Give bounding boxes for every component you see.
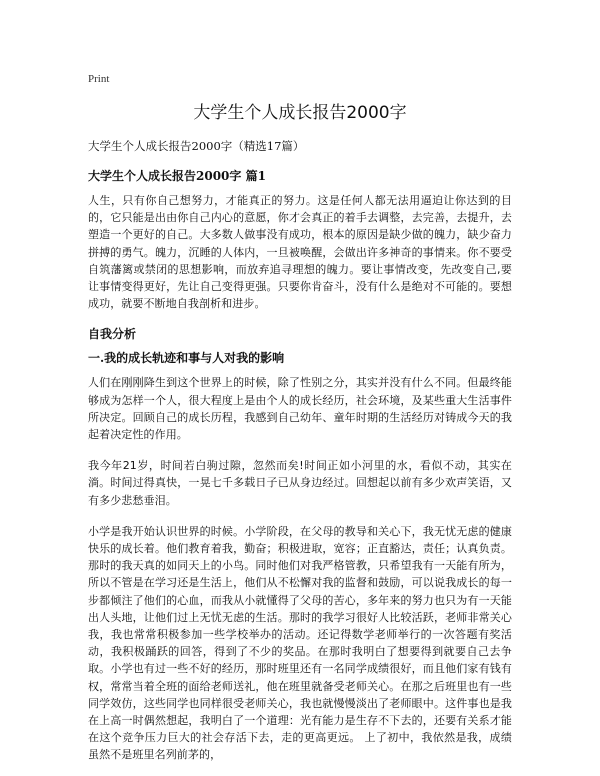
article-heading: 大学生个人成长报告2000字 篇1 <box>88 169 266 183</box>
section-heading: 自我分析 <box>88 327 137 342</box>
body-paragraph: 人们在刚刚降生到这个世界上的时候，除了性别之分，其实并没有什么不同。但最终能够成为怎样一个人，很大程度上是由个人的成长经历，社会环境，及某些重大生活事件所决定。回顾自己的成长历程，我感到自己幼年、童年时期的生活经历对铸成今天的我起着决定性的作用。 <box>88 376 512 442</box>
subsection-heading: 一.我的成长轨迹和事与人对我的影响 <box>88 351 285 366</box>
body-paragraph: 小学是我开始认识世界的时候。小学阶段，在父母的教导和关心下，我无忧无虑的健康快乐的成长着。他们教育着我，勤奋；积极进取，宽容；正直豁达，责任；认真负责。那时的我天真的如同天上的小鸟。同时他们对我严格管教，只希望我有一天能有所为，所以不管是在学习还是生活上，他们从不松懈对我的监督和鼓励，可以说我成长的每一步都倾注了他们的心血，而我从小就懂得了父母的苦心，多年来的努力也只为有一天能出人头地，让他们过上无忧无虑的生活。那时的我学习很好人比较活跃，老师非常关心我，我也常常积极参加一些学校举办的活动。还记得数学老师举行的一次答题有奖活动，我积极踊跃的回答，得到了不少的奖品。在那时我明白了想要得到就要自己去争取。小学也有过一些不好的经历，那时班里还有一名同学成绩很好，而且他们家有钱有权，常常当着全班的面给老师送礼，他在班里就备受老师关心。在那之后班里也有一些同学效仿，这些同学也同样很受老师关心，我也就慢慢淡出了老师眼中。这件事也是我在上高一时偶然想起，我明白了一个道理：光有能力是生存不下去的，还要有关系才能在这个竞争压力巨大的社会存活下去，走的更高更远。 上了初中，我依然是我，成绩虽然不是班里名列前茅的， <box>88 524 512 762</box>
document-subtitle: 大学生个人成长报告2000字（精选17篇） <box>88 139 305 153</box>
body-paragraph: 我今年21岁，时间若白驹过隙，忽然而矣!时间正如小河里的水，看似不动，其实在淌。时间过得真快，一晃七千多载日子已从身边经过。回想起以前有多少欢声笑语，又有多少悲愁垂泪。 <box>88 459 512 507</box>
print-label[interactable]: Print <box>88 73 110 85</box>
document-title: 大学生个人成长报告2000字 <box>193 103 407 123</box>
intro-paragraph: 人生，只有你自己想努力，才能真正的努力。这是任何人都无法用逼迫让你达到的目的，它只能是出由你自己内心的意愿，你才会真正的着手去调整，去完善，去提升，去塑造一个更好的自己。大多数人做事没有成功，根本的原因是缺少做的魄力，缺少奋力拼搏的勇气。魄力，沉睡的人体内，一旦被唤醒，会做出许多神奇的事情来。你不要受自筑藩篱或禁闭的思想影响，而放弃追寻理想的魄力。要让事情改变，先改变自己,要让事情变得更好，先让自己变得更强。只要你肯奋斗，没有什么是绝对不可能的。要想成功，就要不断地自我剖析和进步。 <box>88 194 512 311</box>
